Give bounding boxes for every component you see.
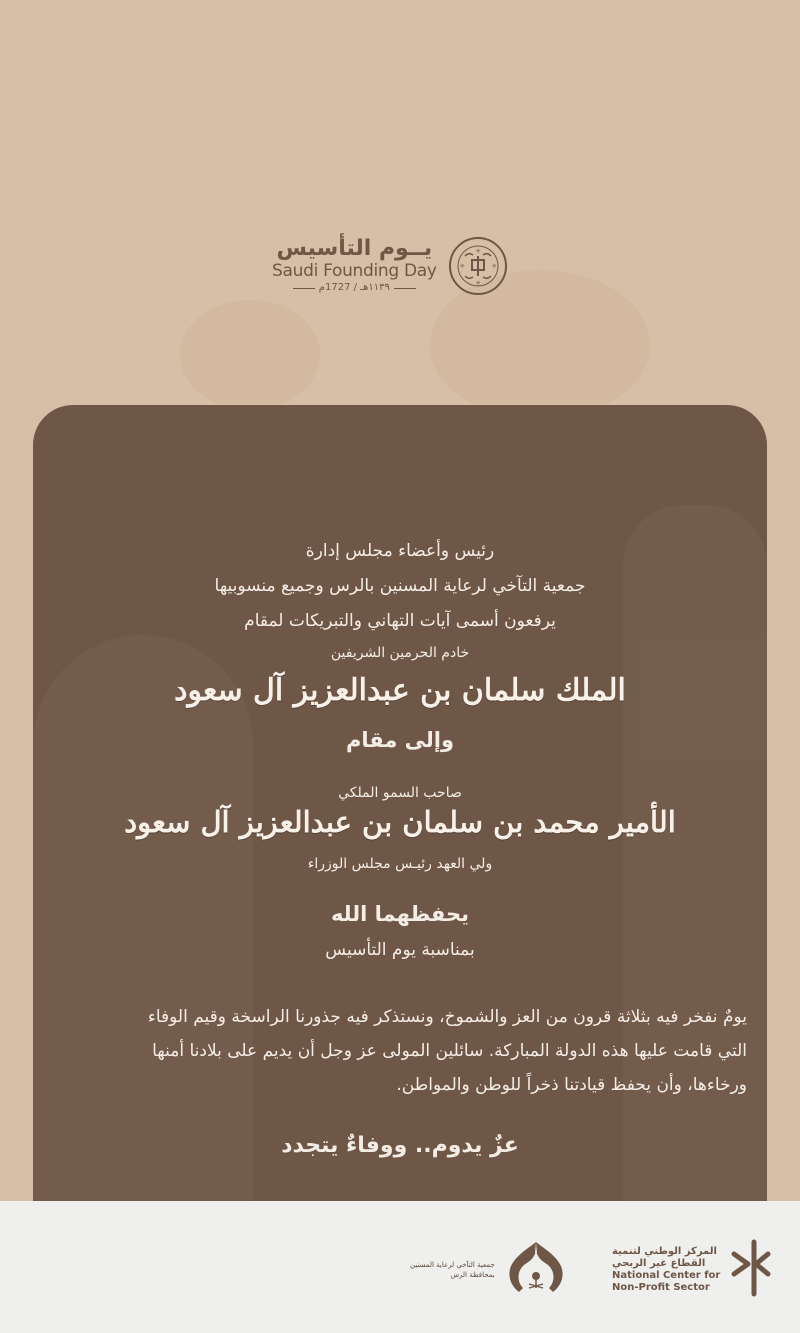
intro-line-1: رئيس وأعضاء مجلس إدارة [305,541,495,561]
svg-text:✳: ✳ [491,263,497,270]
paragraph-line-1: يومٌ نفخر فيه بثلاثة قرون من العز والشموخ، ونستذكر فيه جذورنا الراسخة وقيم الوفاء [147,1007,747,1027]
association-logo [410,1240,567,1300]
prince-role: ولي العهد رئيـس مجلس الوزراء [307,856,493,872]
svg-text:✳: ✳ [475,280,481,287]
founding-day-wordmark [272,237,437,295]
ncnp-arrows-logo-icon [728,1238,772,1302]
background-decoration [180,300,320,410]
svg-text:✳: ✳ [459,263,465,270]
intro-line-2: جمعية التآخي لرعاية المسنين بالرس وجميع منسوبيها [214,576,586,596]
saudi-founding-day-logo [272,228,528,304]
founding-day-date [293,281,416,295]
prince-title: صاحب السمو الملكي [338,785,462,801]
card-content [33,405,767,1201]
divider [293,288,315,289]
occasion-text: بمناسبة يوم التأسيس [325,940,475,960]
prince-name-calligraphy: الأمير محمد بن سلمان بن عبدالعزيز آل سعود [124,805,676,839]
slogan: عزٌ يدوم.. ووفاءٌ يتجدد [281,1133,519,1158]
paragraph-line-2: التي قامت عليها هذه الدولة المباركة. سائلين المولى عز وجل أن يديم على بلادنا أمنها [152,1041,747,1061]
ncnp-logo [612,1238,772,1302]
ncnp-english-line-2: Non-Profit Sector [612,1282,710,1293]
svg-text:✳: ✳ [475,248,481,255]
ncnp-english-line-1: National Center for [612,1270,721,1281]
king-title: خادم الحرمين الشريفين [330,645,470,661]
ncnp-arabic-line-1: المركز الوطني لتنمية [612,1246,717,1257]
ncnp-arabic-line-2: القطاع غير الربحي [612,1258,706,1269]
association-name-line-1: جمعية التآخي لرعاية المسنين [410,1261,495,1269]
date-text: ١١٣٩هـ / 1727م [318,282,390,293]
association-name [410,1260,495,1280]
greeting-card [33,405,767,1201]
greeting-paragraph [53,1000,747,1102]
founding-day-arabic-title: يــوم التأسيس [276,236,433,261]
saudi-emblem-icon [449,237,507,295]
prayer-text: يحفظهما الله [330,902,470,926]
founding-day-english-title: Saudi Founding Day [272,261,437,281]
divider [394,288,416,289]
association-name-line-2: بمحافظة الرس [450,1271,495,1279]
ncnp-name [612,1246,720,1294]
king-name-calligraphy: الملك سلمان بن عبدالعزيز آل سعود [174,673,626,708]
hands-palm-logo-icon [505,1240,567,1300]
intro-line-3: يرفعون أسمى آيات التهاني والتبريكات لمقام [244,611,556,631]
paragraph-line-3: ورخاءها، وأن يحفظ قيادتنا ذخراً للوطن والمواطن. [396,1075,747,1095]
and-to-text: وإلى مقام [345,728,455,752]
